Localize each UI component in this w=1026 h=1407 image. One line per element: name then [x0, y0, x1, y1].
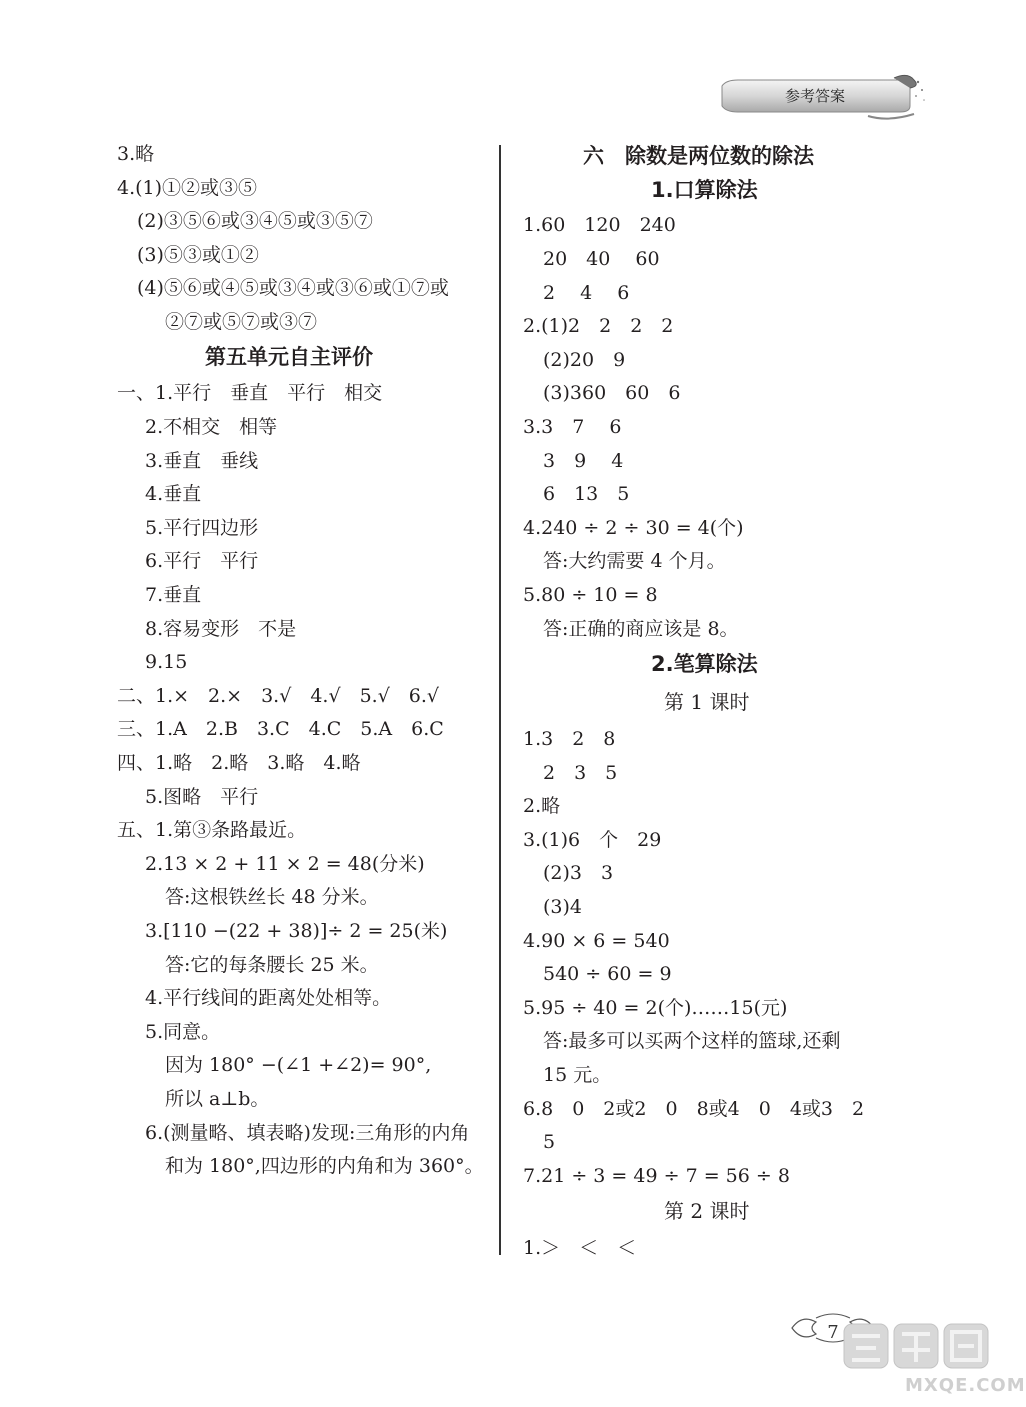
answer-line: 1.＞ ＜ ＜	[523, 1237, 637, 1259]
answer-line: 4.90 × 6 = 540	[523, 930, 670, 952]
answer-line: 5	[543, 1131, 556, 1153]
answer-line: 一、1.平行 垂直 平行 相交	[117, 382, 383, 404]
chapter-heading: 六 除数是两位数的除法	[583, 144, 814, 168]
answer-line: (4)⑤⑥或④⑤或③④或③⑥或①⑦或	[137, 277, 449, 299]
answer-line: 三、1.A 2.B 3.C 4.C 5.A 6.C	[117, 718, 444, 740]
answer-line: 答:大约需要 4 个月。	[543, 550, 726, 572]
answer-line: 1.60 120 240	[523, 214, 676, 236]
answer-line: 答:正确的商应该是 8。	[543, 618, 739, 640]
answer-line: 2.(1)2 2 2 2	[523, 315, 674, 337]
answer-line: 因为 180° −(∠1 +∠2)= 90°,	[165, 1054, 432, 1076]
answer-line: 4.(1)①②或③⑤	[117, 177, 258, 199]
answer-line: (2)③⑤⑥或③④⑤或③⑤⑦	[137, 210, 373, 232]
answer-line: 8.容易变形 不是	[145, 618, 297, 640]
answer-line: 4.平行线间的距离处处相等。	[145, 987, 392, 1009]
answer-line: 答:最多可以买两个这样的篮球,还剩	[543, 1030, 841, 1052]
answer-line: 6.(测量略、填表略)发现:三角形的内角	[145, 1122, 470, 1144]
answer-line: 2 4 6	[543, 282, 630, 304]
answer-line: 5.同意。	[145, 1021, 221, 1043]
answer-line: 所以 a⊥b。	[165, 1088, 270, 1110]
answer-line: 2 3 5	[543, 762, 618, 784]
answer-line: 3 9 4	[543, 450, 624, 472]
answer-line: ②⑦或⑤⑦或③⑦	[165, 311, 318, 333]
answer-line: 1.3 2 8	[523, 728, 616, 750]
answer-line: 二、1.× 2.× 3.√ 4.√ 5.√ 6.√	[117, 685, 440, 707]
answer-line: 5.平行四边形	[145, 517, 259, 539]
answer-line: 4.240 ÷ 2 ÷ 30 = 4(个)	[523, 517, 744, 539]
lesson-heading: 第 2 课时	[664, 1199, 750, 1223]
answer-line: 5.80 ÷ 10 = 8	[523, 584, 658, 606]
page-number: 7	[827, 1322, 839, 1343]
answer-line: 6.8 0 2或2 0 8或4 0 4或3 2	[523, 1098, 865, 1120]
section-heading: 1.口算除法	[651, 178, 758, 202]
answer-line: 9.15	[145, 651, 188, 673]
answer-line: 3.[110 −(22 + 38)]÷ 2 = 25(米)	[145, 920, 448, 942]
answer-line: (3)360 60 6	[543, 382, 681, 404]
section-heading: 2.笔算除法	[651, 652, 758, 676]
answer-line: 答:它的每条腰长 25 米。	[165, 954, 379, 976]
answer-line: 7.21 ÷ 3 = 49 ÷ 7 = 56 ÷ 8	[523, 1165, 790, 1187]
answer-line: 540 ÷ 60 = 9	[543, 963, 672, 985]
answer-line: 3.(1)6 个 29	[523, 829, 662, 851]
header-label: 参考答案	[784, 87, 845, 105]
answer-line: 答:这根铁丝长 48 分米。	[165, 886, 379, 908]
answer-line: 2.13 × 2 + 11 × 2 = 48(分米)	[145, 853, 425, 875]
section-heading: 第五单元自主评价	[205, 345, 373, 369]
answer-line: 2.不相交 相等	[145, 416, 278, 438]
answer-line: 5.95 ÷ 40 = 2(个)……15(元)	[523, 997, 788, 1019]
answer-line: 四、1.略 2.略 3.略 4.略	[117, 752, 361, 774]
answer-line: 3.垂直 垂线	[145, 450, 259, 472]
lesson-heading: 第 1 课时	[664, 690, 750, 714]
answer-line: 2.略	[523, 795, 561, 817]
answer-line: (2)3 3	[543, 862, 614, 884]
watermark-text: MXQE.COM	[905, 1375, 1026, 1396]
answer-line: 五、1.第③条路最近。	[117, 819, 307, 841]
answer-line: (3)⑤③或①②	[137, 244, 259, 266]
answer-line: 20 40 60	[543, 248, 660, 270]
answer-line: (2)20 9	[543, 349, 626, 371]
answer-line: 7.垂直	[145, 584, 202, 606]
answer-line: 15 元。	[543, 1064, 612, 1086]
answer-line: 6 13 5	[543, 483, 630, 505]
answer-line: 6.平行 平行	[145, 550, 259, 572]
answer-line: 3.略	[117, 143, 155, 165]
answer-line: 3.3 7 6	[523, 416, 622, 438]
answer-line: (3)4	[543, 896, 583, 918]
column-divider	[499, 145, 501, 1255]
answer-line: 和为 180°,四边形的内角和为 360°。	[165, 1155, 484, 1177]
answer-line: 5.图略 平行	[145, 786, 259, 808]
answer-line: 4.垂直	[145, 483, 202, 505]
